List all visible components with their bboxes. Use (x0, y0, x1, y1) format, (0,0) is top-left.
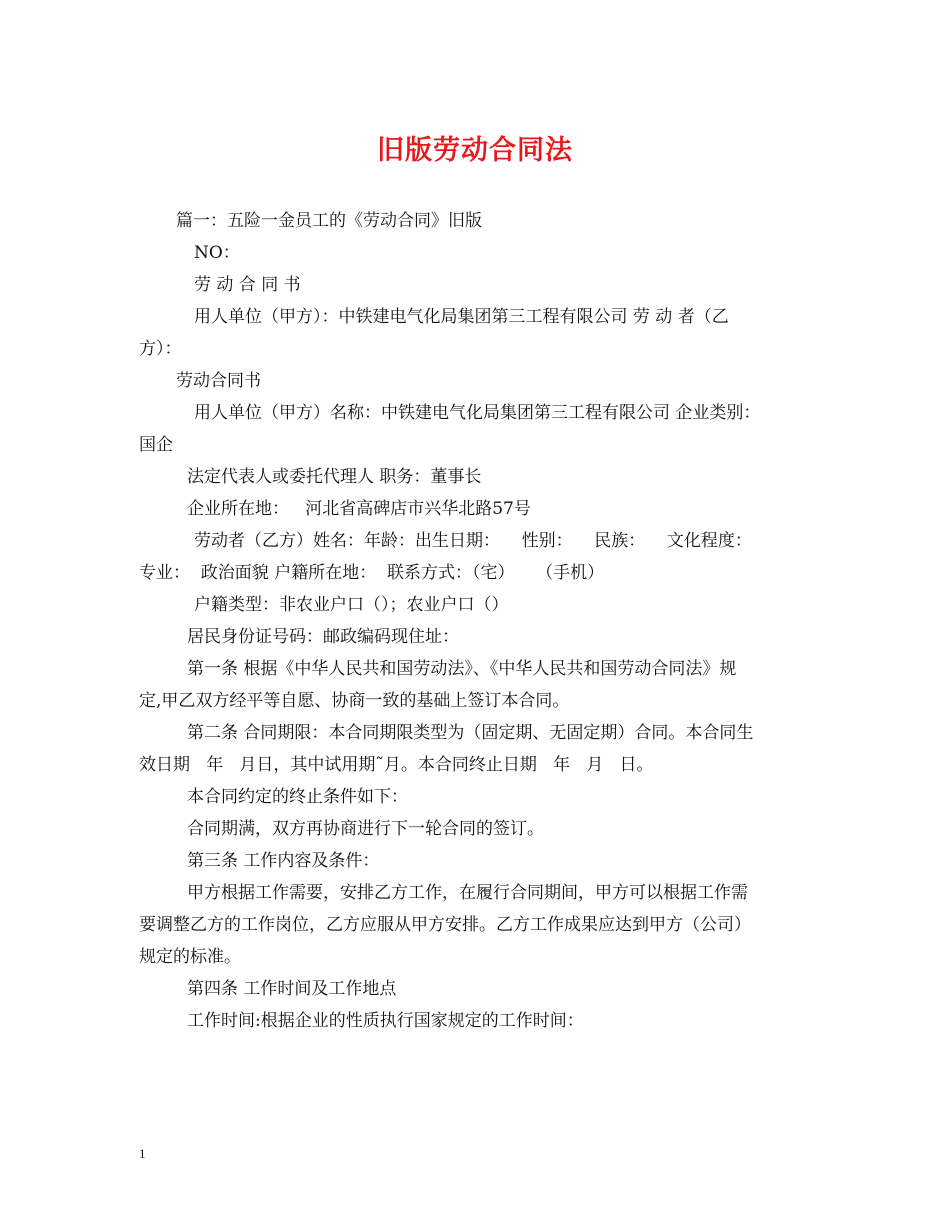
document-body (139, 205, 817, 1037)
paragraph-line: 劳动者（乙方）姓名：年龄：出生日期： 性别： 民族： 文化程度： (194, 531, 752, 551)
paragraph-line: 劳 动 合 同 书 (194, 275, 301, 295)
paragraph-line: 方）： (139, 339, 182, 359)
document-title: 旧版劳动合同法 (377, 135, 573, 166)
paragraph-line: 第二条 合同期限：本合同期限类型为（固定期、无固定期）合同。本合同生 (187, 723, 754, 743)
paragraph-line: 国企 (139, 435, 173, 455)
paragraph-line: 户籍类型：非农业户口（）；农业户口（） (194, 595, 509, 615)
paragraph-line: 第四条 工作时间及工作地点 (187, 979, 397, 999)
paragraph-line: 要调整乙方的工作岗位，乙方应服从甲方安排。乙方工作成果应达到甲方（公司） (139, 915, 751, 935)
paragraph-line: 规定的标准。 (139, 947, 241, 967)
paragraph-line: 居民身份证号码：邮政编码现住址： (187, 627, 459, 647)
paragraph-line: 第三条 工作内容及条件： (187, 851, 380, 871)
paragraph-line: NO： (194, 243, 240, 263)
paragraph-line: 工作时间:根据企业的性质执行国家规定的工作时间： (187, 1011, 584, 1031)
paragraph-line: 专业： 政治面貌 户籍所在地： 联系方式：（宅） （手机） (139, 563, 605, 583)
paragraph-line: 用人单位（甲方）：中铁建电气化局集团第三工程有限公司 劳 动 者（乙 (194, 307, 729, 327)
paragraph-line: 合同期满，双方再协商进行下一轮合同的签订。 (187, 819, 544, 839)
paragraph-line: 企业所在地： 河北省高碑店市兴华北路57号 (187, 499, 531, 519)
paragraph-line: 甲方根据工作需要，安排乙方工作，在履行合同期间，甲方可以根据工作需 (187, 883, 748, 903)
paragraph-line: 效日期 年 月日，其中试用期˜月。本合同终止日期 年 月 日。 (139, 755, 654, 775)
page-number: 1 (139, 1146, 146, 1161)
paragraph-line: 篇一：五险一金员工的《劳动合同》旧版 (176, 211, 482, 231)
paragraph-line: 法定代表人或委托代理人 职务：董事长 (187, 467, 482, 487)
paragraph-line: 本合同约定的终止条件如下： (187, 787, 408, 807)
paragraph-line: 第一条 根据《中华人民共和国劳动法》、《中华人民共和国劳动合同法》规 (187, 659, 737, 679)
paragraph-line: 劳动合同书 (176, 371, 261, 391)
paragraph-line: 定,甲乙双方经平等自愿、协商一致的基础上签订本合同。 (139, 691, 570, 711)
paragraph-line: 用人单位（甲方）名称：中铁建电气化局集团第三工程有限公司 企业类别： (194, 403, 761, 423)
